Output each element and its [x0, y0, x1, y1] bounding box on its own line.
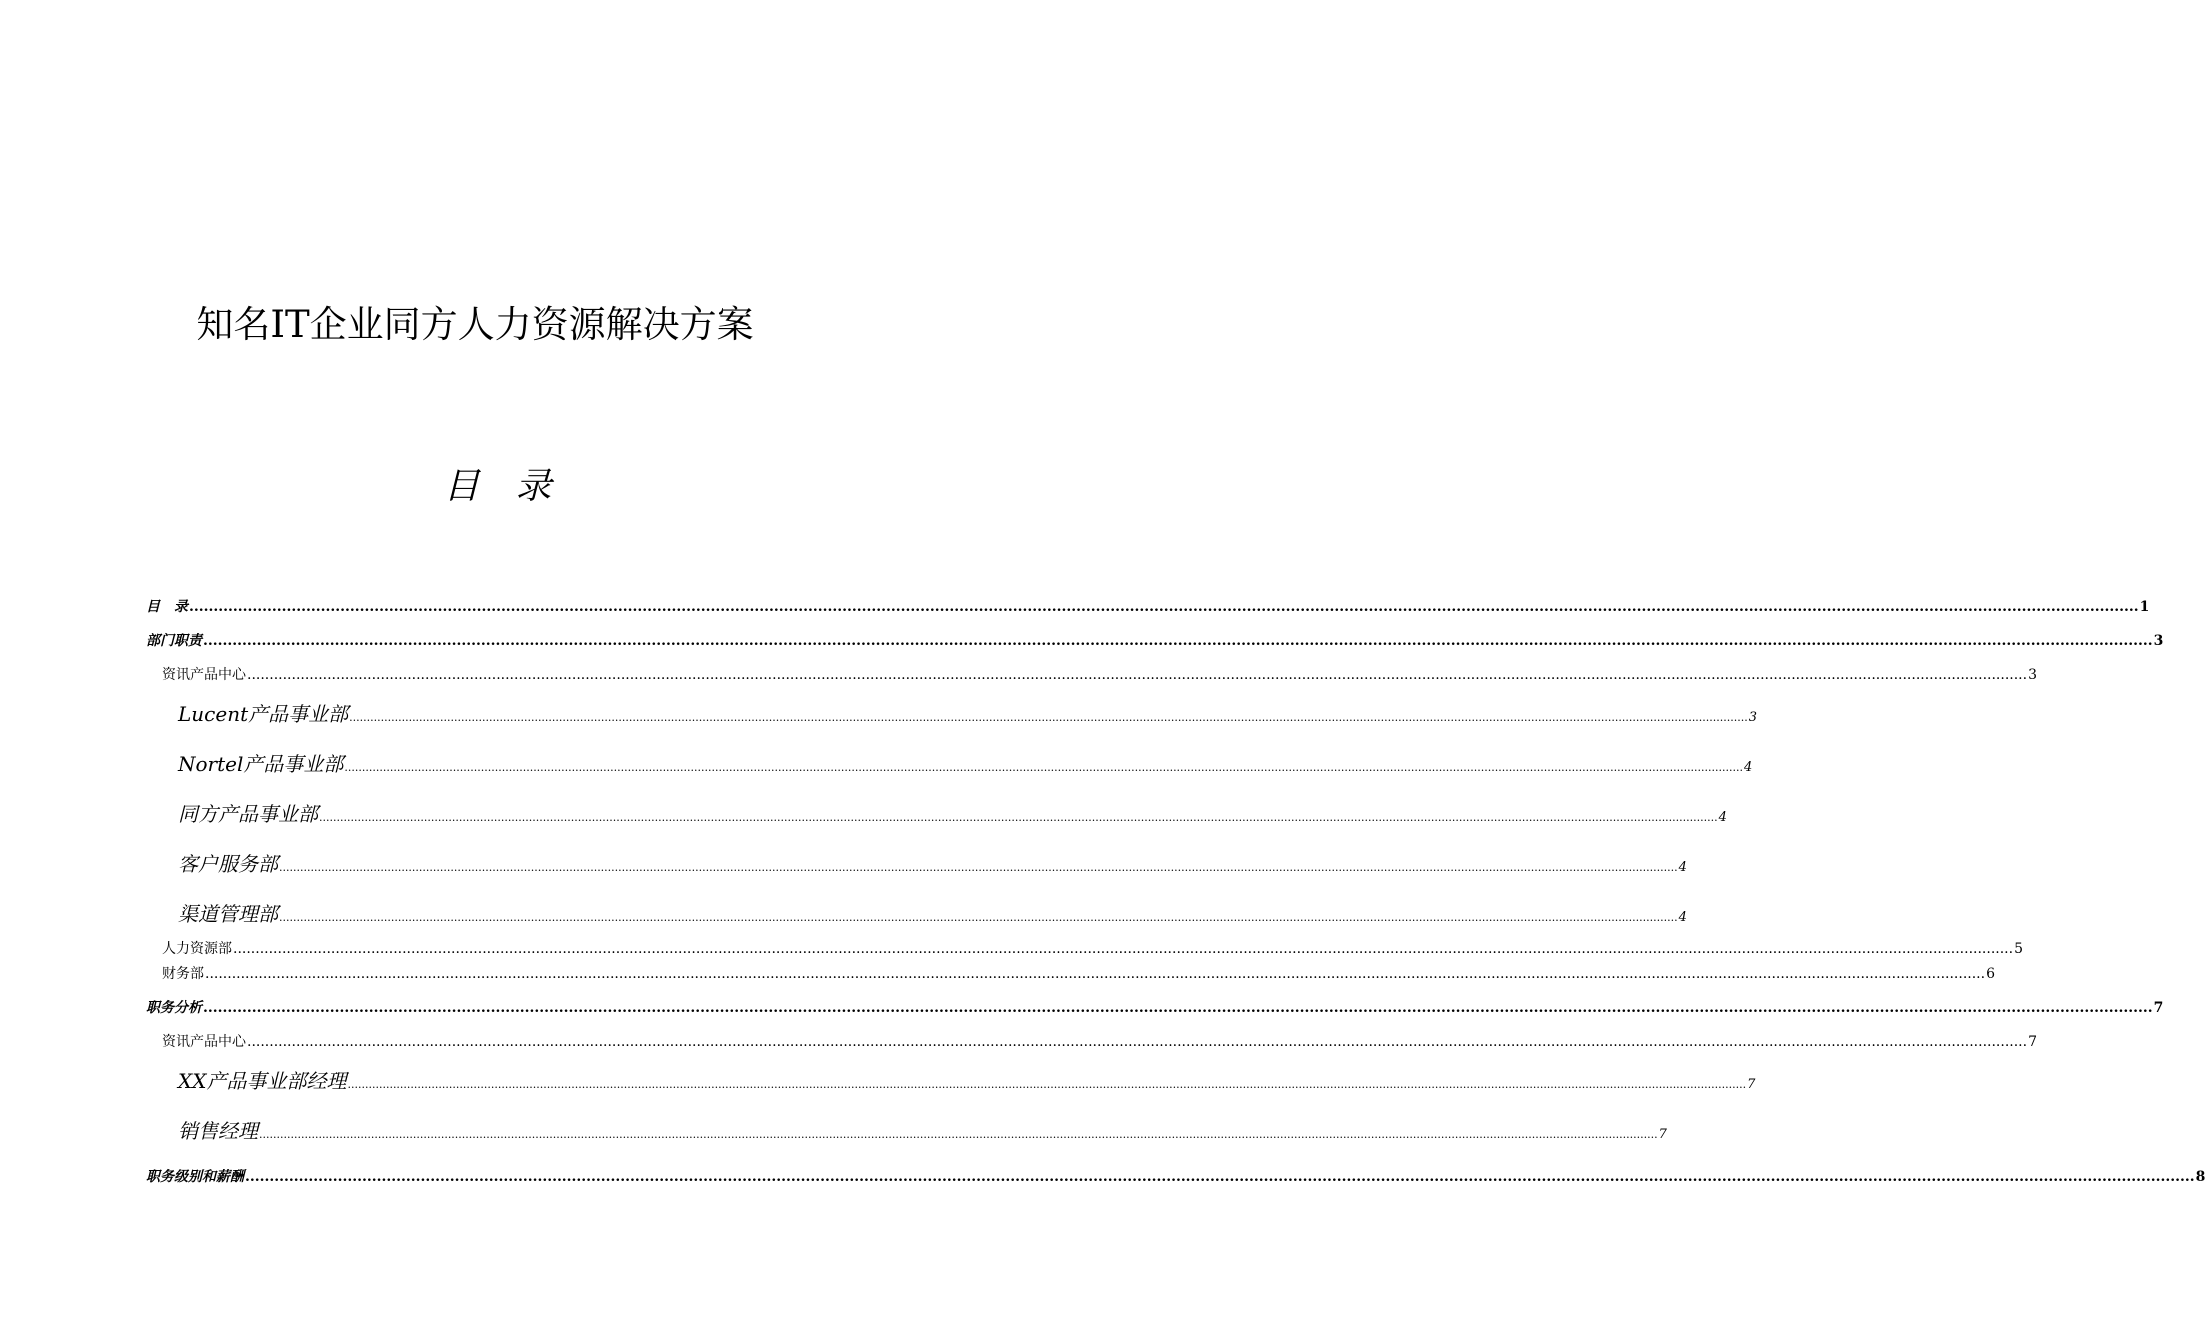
toc-leader: ................................................................................................................................................................................................................................................................................................................................................................................................................	[203, 1000, 2153, 1016]
toc-entry-page: 6	[1986, 966, 1995, 982]
toc-entry-info-center[interactable]	[162, 664, 2037, 684]
toc-entry-page: 7	[2028, 1034, 2037, 1050]
toc-leader: ................................................................................................................................................................................................................................................................................................................................................................................................................	[205, 966, 1986, 982]
toc-leader: ................................................................................................................................................................................................................................................................................................................................................................................................................	[247, 667, 2028, 683]
toc-leader: ................................................................................................................................................................................................................................................................................................................................................................................................................	[344, 761, 1744, 774]
toc-heading: 目 录	[443, 466, 552, 507]
toc-entry-customer-service[interactable]	[178, 848, 1687, 876]
toc-entry-hr[interactable]	[162, 938, 2023, 958]
toc-leader: ................................................................................................................................................................................................................................................................................................................................................................................................................	[245, 1169, 2195, 1185]
toc-entry-page: 4	[1718, 810, 1727, 825]
toc-entry-label: 资讯产品中心	[162, 667, 246, 683]
toc-entry-page: 1	[2139, 599, 2150, 615]
toc-entry-job-level-salary[interactable]	[146, 1166, 2205, 1186]
toc-entry-page: 7	[2153, 1000, 2164, 1016]
toc-entry-label: XX产品事业部经理	[178, 1069, 347, 1093]
toc-entry-tongfang[interactable]	[178, 798, 1727, 826]
toc-entry-label: 目 录	[146, 599, 188, 615]
document-title: 知名IT企业同方人力资源解决方案	[196, 303, 754, 346]
toc-entry-label: 资讯产品中心	[162, 1034, 246, 1050]
toc-leader: ................................................................................................................................................................................................................................................................................................................................................................................................................	[203, 633, 2153, 649]
toc-entry-page: 4	[1678, 860, 1687, 875]
toc-entry-info-center-2[interactable]	[162, 1031, 2037, 1051]
toc-entry-job-analysis[interactable]	[146, 997, 2164, 1017]
toc-entry-page: 7	[1747, 1077, 1756, 1092]
toc-entry-label: 职务分析	[146, 1000, 202, 1016]
toc-entry-page: 3	[2153, 633, 2164, 649]
toc-leader: ................................................................................................................................................................................................................................................................................................................................................................................................................	[247, 1034, 2028, 1050]
toc-entry-label: 职务级别和薪酬	[146, 1169, 244, 1185]
toc-entry-finance[interactable]	[162, 963, 1995, 983]
toc-entry-page: 5	[2014, 941, 2023, 957]
toc-leader: ................................................................................................................................................................................................................................................................................................................................................................................................................	[279, 911, 1678, 924]
toc-leader: ................................................................................................................................................................................................................................................................................................................................................................................................................	[189, 599, 2139, 615]
toc-entry-page: 4	[1744, 760, 1753, 775]
toc-entry-page: 3	[1748, 710, 1758, 725]
toc-entry-page: 7	[1658, 1127, 1667, 1142]
toc-leader: ................................................................................................................................................................................................................................................................................................................................................................................................................	[259, 1128, 1658, 1141]
toc-entry-label: 财务部	[162, 966, 204, 982]
toc-entry-channel[interactable]	[178, 898, 1687, 926]
toc-entry-nortel[interactable]	[178, 748, 1753, 776]
toc-entry-label: 人力资源部	[162, 941, 232, 957]
toc-leader: ................................................................................................................................................................................................................................................................................................................................................................................................................	[279, 861, 1678, 874]
toc-entry-page: 3	[2028, 667, 2037, 683]
toc-entry-label: 渠道管理部	[178, 902, 278, 926]
toc-entry-lucent[interactable]	[178, 698, 1758, 726]
toc-entry-page: 8	[2195, 1169, 2205, 1185]
toc-entry-label: Nortel产品事业部	[178, 752, 344, 776]
toc-entry-xx-manager[interactable]	[178, 1065, 1756, 1093]
toc-entry-label: 部门职责	[146, 633, 202, 649]
toc-entry-contents[interactable]	[146, 596, 2150, 616]
toc-entry-label: 同方产品事业部	[178, 802, 318, 826]
toc-entry-label: 销售经理	[178, 1119, 258, 1143]
toc-entry-label: 客户服务部	[178, 852, 278, 876]
toc-entry-label: Lucent产品事业部	[178, 702, 349, 726]
toc-leader: ................................................................................................................................................................................................................................................................................................................................................................................................................	[233, 941, 2014, 957]
toc-leader: ................................................................................................................................................................................................................................................................................................................................................................................................................	[319, 811, 1718, 824]
toc-entry-page: 4	[1678, 910, 1687, 925]
toc-leader: ................................................................................................................................................................................................................................................................................................................................................................................................................	[347, 1078, 1747, 1091]
toc-entry-sales-manager[interactable]	[178, 1115, 1667, 1143]
toc-leader: ................................................................................................................................................................................................................................................................................................................................................................................................................	[349, 711, 1748, 724]
toc-entry-dept-duties[interactable]	[146, 630, 2164, 650]
